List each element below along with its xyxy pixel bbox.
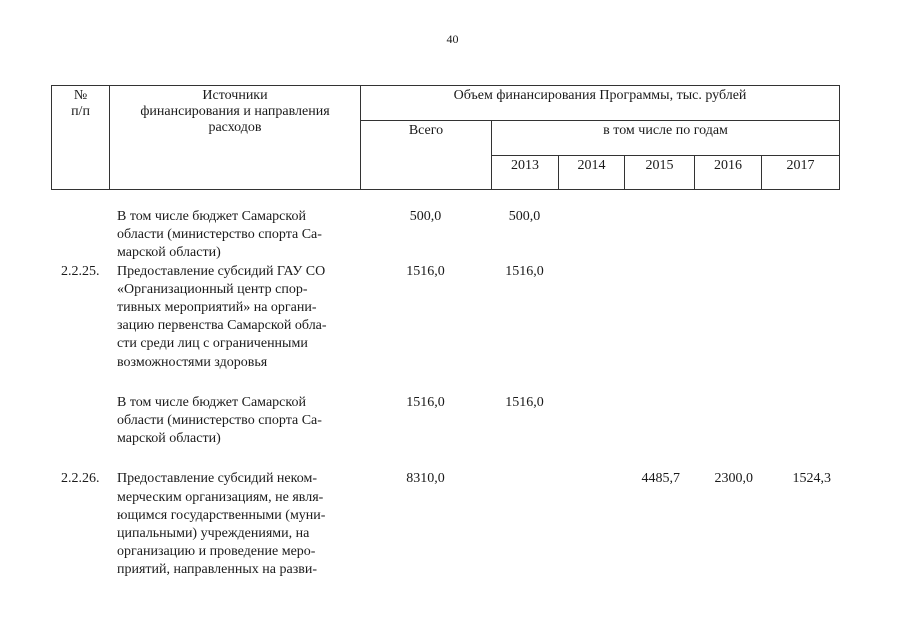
row-2015 xyxy=(624,208,694,263)
row-text xyxy=(109,470,360,579)
row-total: 1516,0 xyxy=(406,263,445,279)
text-line: ющимся государственными (муни- xyxy=(117,507,326,523)
row-2014 xyxy=(558,394,624,449)
header-year-2015: 2015 xyxy=(625,156,695,190)
table-row xyxy=(51,263,839,372)
text-line: Предоставление субсидий неком- xyxy=(117,471,317,487)
row-2016 xyxy=(694,394,767,449)
text-line: зацию первенства Самарской обла- xyxy=(117,318,327,334)
header-by-years: в том числе по годам xyxy=(492,121,840,156)
row-2017 xyxy=(767,394,845,449)
table-header xyxy=(51,85,840,190)
row-2015 xyxy=(624,394,694,449)
row-text xyxy=(109,263,360,372)
text-line: организацию и проведение меро- xyxy=(117,544,316,560)
page-number: 40 xyxy=(446,32,459,46)
text-line: области (министерство спорта Са- xyxy=(117,413,322,429)
row-2014 xyxy=(558,263,624,372)
row-2014 xyxy=(558,470,624,579)
table-body xyxy=(51,208,839,580)
row-text xyxy=(109,208,360,263)
row-2016 xyxy=(694,208,767,263)
row-2017 xyxy=(767,208,845,263)
row-total: 1516,0 xyxy=(406,394,445,410)
table-row xyxy=(51,208,839,263)
text-line: мерческим организациям, не явля- xyxy=(117,489,324,505)
row-2015: 4485,7 xyxy=(641,471,680,487)
row-2017: 1524,3 xyxy=(792,471,831,487)
row-text xyxy=(109,394,360,449)
text-line: Предоставление субсидий ГАУ СО xyxy=(117,263,326,279)
row-2015 xyxy=(624,263,694,372)
text-line: сти среди лиц с ограниченными xyxy=(117,336,308,352)
header-num-col: № п/п xyxy=(52,86,110,190)
row-2013 xyxy=(491,470,558,579)
row-2013: 1516,0 xyxy=(505,394,544,410)
row-total: 8310,0 xyxy=(406,471,445,487)
header-year-2014: 2014 xyxy=(559,156,625,190)
text-line: ципальными) учреждениями, на xyxy=(117,526,310,542)
text-line: приятий, направленных на разви- xyxy=(117,562,317,578)
text-line: тивных мероприятий» на органи- xyxy=(117,300,317,316)
row-2016: 2300,0 xyxy=(714,471,753,487)
text-line: марской области) xyxy=(117,431,221,447)
header-year-2013: 2013 xyxy=(492,156,559,190)
text-line: возможностями здоровья xyxy=(117,354,268,370)
text-line: области (министерство спорта Са- xyxy=(117,227,322,243)
row-2017 xyxy=(767,263,845,372)
row-num xyxy=(51,208,109,263)
row-2013: 1516,0 xyxy=(505,263,544,279)
table-row xyxy=(51,394,839,449)
row-2014 xyxy=(558,208,624,263)
header-source-col: Источники финансирования и направления расходов xyxy=(110,86,361,190)
text-line: В том числе бюджет Самарской xyxy=(117,209,306,224)
header-year-2017: 2017 xyxy=(762,156,840,190)
header-total: Всего xyxy=(361,121,492,190)
row-num: 2.2.26. xyxy=(61,471,100,487)
header-year-2016: 2016 xyxy=(695,156,762,190)
header-volume-title: Объем финансирования Программы, тыс. рублей xyxy=(361,86,840,121)
row-num: 2.2.25. xyxy=(61,263,100,279)
row-total: 500,0 xyxy=(409,209,442,224)
text-line: марской области) xyxy=(117,245,221,261)
table-row xyxy=(51,470,839,579)
row-num xyxy=(51,394,109,449)
text-line: «Организационный центр спор- xyxy=(117,281,308,297)
text-line: В том числе бюджет Самарской xyxy=(117,394,306,410)
row-2013: 500,0 xyxy=(508,209,541,224)
row-2016 xyxy=(694,263,767,372)
